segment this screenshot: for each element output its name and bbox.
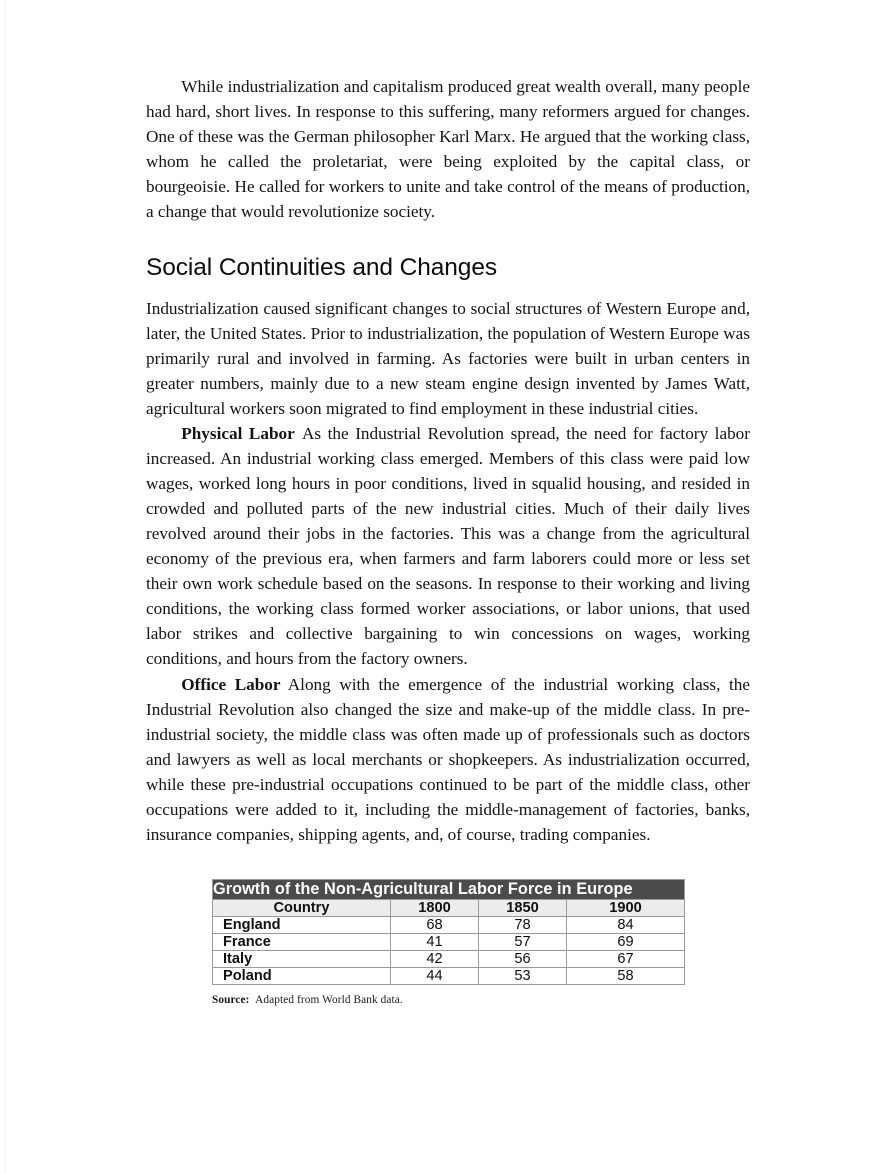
run-in-heading-physical-labor: Physical Labor <box>181 424 295 444</box>
cell-1800: 68 <box>391 917 479 934</box>
cell-1800: 41 <box>391 934 479 951</box>
cell-1850: 57 <box>479 934 567 951</box>
cell-1900: 69 <box>567 934 685 951</box>
column-header-1850: 1850 <box>479 900 567 917</box>
table-source-note <box>212 994 684 1006</box>
cell-1900: 67 <box>567 951 685 968</box>
cell-country: Italy <box>213 951 391 968</box>
column-header-1900: 1900 <box>567 900 685 917</box>
cell-1800: 44 <box>391 968 479 985</box>
labor-force-table <box>212 879 685 985</box>
cell-1850: 78 <box>479 917 567 934</box>
cell-1900: 84 <box>567 917 685 934</box>
column-header-1800: 1800 <box>391 900 479 917</box>
paragraph-industrialization-intro: Industrialization caused significant changes to social structures of Western Europe and, later, the United States. Prior to industrialization, the population of Western Europe was primarily rural and involved in farming. As factories were built in urban centers in greater numbers, mainly due to a new steam engine design invented by James Watt, agricultural workers soon migrated to find employment in these industrial cities. <box>146 299 750 419</box>
paragraph-office-labor-text: Along with the emergence of the industrial working class, the Industrial Revolution also changed the size and make-up of the middle class. In pre-industrial society, the middle class was often made up of professionals such as doctors and lawyers as well as local merchants or shopkeepers. As industrialization occurred, while these pre-industrial occupations continued to be part of the middle class, other occupations were added to it, including the middle-management of factories, banks, insurance companies, shipping agents, and, of course, trading companies. <box>146 674 750 844</box>
paragraph-marx: While industrialization and capitalism produced great wealth overall, many people had hard, short lives. In response to this suffering, many reformers argued for changes. One of these was the German philosopher Karl Marx. He argued that the working class, whom he called the proletariat, were being exploited by the capital class, or bourgeoisie. He called for workers to unite and take control of the means of production, a change that would revolutionize society. <box>146 77 750 222</box>
page-content-column <box>146 74 750 847</box>
table-figure <box>212 879 684 1006</box>
cell-country: Poland <box>213 968 391 985</box>
source-label: Source: <box>212 994 250 1006</box>
cell-1850: 53 <box>479 968 567 985</box>
paragraph-physical-labor-text: As the Industrial Revolution spread, the need for factory labor increased. An industrial working class emerged. Members of this class were paid low wages, worked long hours in poor conditions, lived in squalid housing, and resided in crowded and polluted parts of the new industrial cities. Much of their daily lives revolved around their jobs in the factories. This was a change from the agricultural economy of the previous era, when farmers and farm laborers could more or less set their own work schedule based on the seasons. In response to their working and living conditions, the working class formed worker associations, or labor unions, that used labor strikes and collective bargaining to win concessions on wages, working conditions, and hours from the factory owners. <box>146 424 750 669</box>
paragraph-physical-labor <box>146 421 750 671</box>
table-title-row <box>213 880 685 900</box>
run-in-heading-office-labor: Office Labor <box>181 674 281 694</box>
cell-country: France <box>213 934 391 951</box>
table-row <box>213 917 685 934</box>
table-title: Growth of the Non-Agricultural Labor Force in Europe <box>213 880 685 900</box>
cell-country: England <box>213 917 391 934</box>
section-heading-social-continuities: Social Continuities and Changes <box>146 254 498 282</box>
table-row <box>213 934 685 951</box>
column-header-country: Country <box>213 900 391 917</box>
source-text: Adapted from World Bank data. <box>255 994 403 1006</box>
cell-1800: 42 <box>391 951 479 968</box>
table-header-row <box>213 900 685 917</box>
cell-1900: 58 <box>567 968 685 985</box>
table-row <box>213 951 685 968</box>
cell-1850: 56 <box>479 951 567 968</box>
table-row <box>213 968 685 985</box>
paragraph-office-labor <box>146 672 750 847</box>
page-edge-rule <box>5 0 6 1174</box>
